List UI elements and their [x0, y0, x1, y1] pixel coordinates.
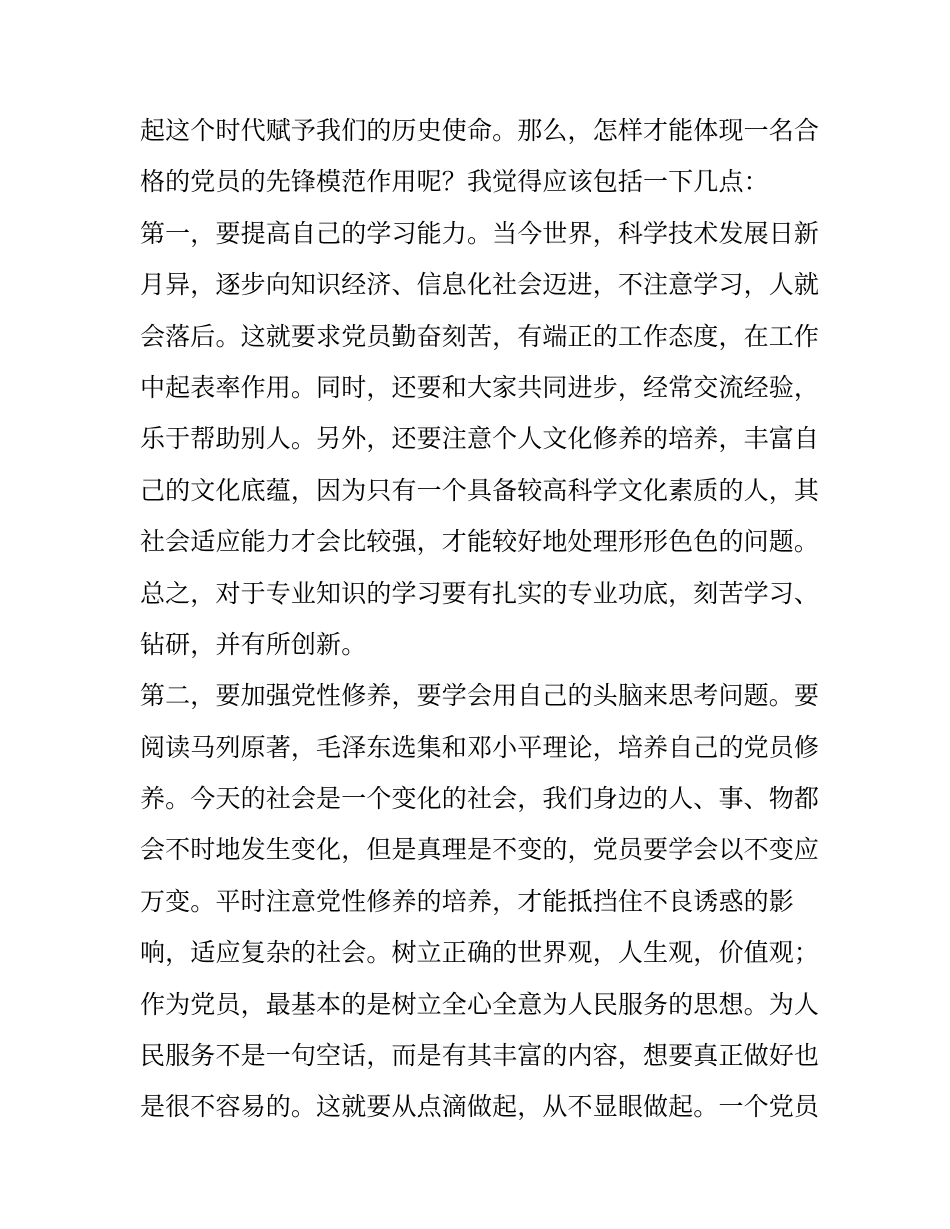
text-line: 月异，逐步向知识经济、信息化社会迈进，不注意学习，人就: [140, 270, 820, 300]
text-line: 格的党员的先锋模范作用呢？我觉得应该包括一下几点：: [140, 167, 769, 197]
text-line: 己的文化底蕴，因为只有一个具备较高科学文化素质的人，其: [140, 475, 820, 505]
text-line: 总之，对于专业知识的学习要有扎实的专业功底，刻苦学习、: [140, 578, 820, 608]
text-line: 万变。平时注意党性修养的培养，才能抵挡住不良诱惑的影: [140, 886, 794, 916]
text-line: 第二，要加强党性修养，要学会用自己的头脑来思考问题。要: [140, 681, 820, 711]
text-line: 中起表率作用。同时，还要和大家共同进步，经常交流经验，: [140, 372, 820, 402]
text-line: 民服务不是一句空话，而是有其丰富的内容，想要真正做好也: [140, 1041, 820, 1071]
text-line: 是很不容易的。这就要从点滴做起，从不显眼做起。一个党员: [140, 1092, 820, 1122]
text-line: 起这个时代赋予我们的历史使命。那么，怎样才能体现一名合: [140, 116, 820, 145]
text-line: 社会适应能力才会比较强，才能较好地处理形形色色的问题。: [140, 527, 820, 557]
text-line: 乐于帮助别人。另外，还要注意个人文化修养的培养，丰富自: [140, 424, 820, 454]
text-line: 作为党员，最基本的是树立全心全意为人民服务的思想。为人: [140, 989, 820, 1019]
text-line: 养。今天的社会是一个变化的社会，我们身边的人、事、物都: [140, 784, 820, 814]
document-body: [140, 105, 820, 1133]
text-line: 会落后。这就要求党员勤奋刻苦，有端正的工作态度，在工作: [140, 321, 820, 351]
text-line: 会不时地发生变化，但是真理是不变的，党员要学会以不变应: [140, 835, 820, 865]
text-line: 响，适应复杂的社会。树立正确的世界观，人生观，价值观；: [140, 938, 820, 968]
text-line: 钻研，并有所创新。: [140, 629, 367, 659]
text-line: 第一，要提高自己的学习能力。当今世界，科学技术发展日新: [140, 218, 820, 248]
text-line: 阅读马列原著，毛泽东选集和邓小平理论，培养自己的党员修: [140, 732, 820, 762]
